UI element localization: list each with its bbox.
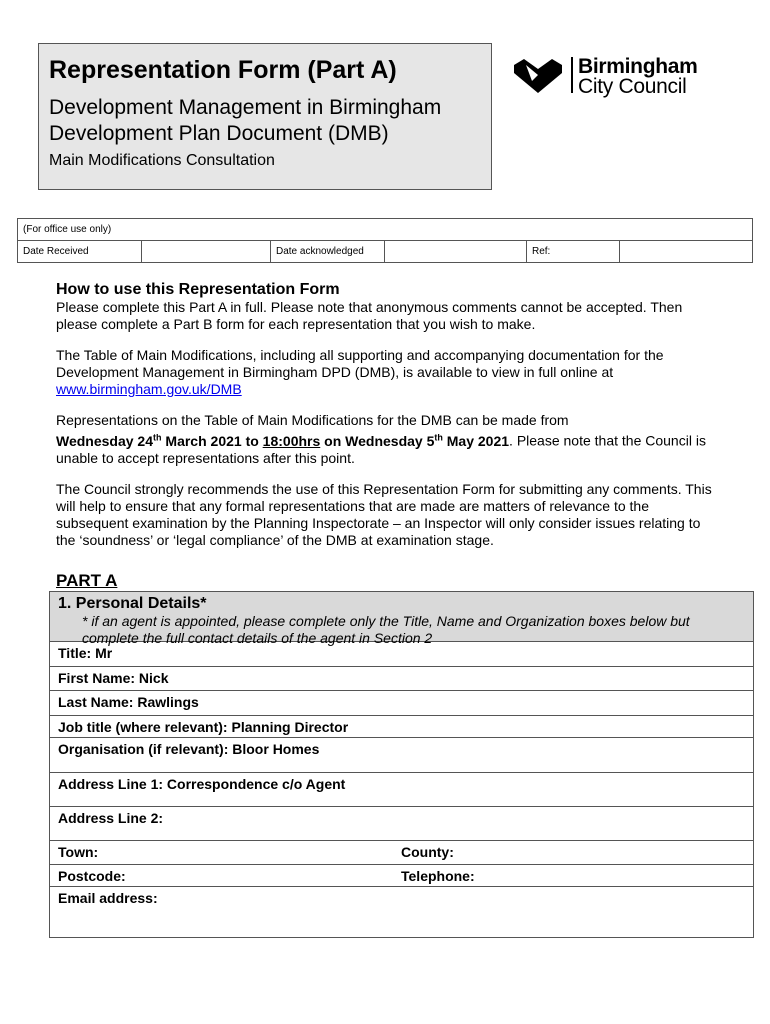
ref-field[interactable] [620,241,753,263]
consultation-dates [56,433,509,449]
job-title-field[interactable]: Job title (where relevant): Planning Director [50,716,753,738]
form-title: Representation Form (Part A) [49,56,397,84]
date-mid-text: March 2021 to [161,432,263,449]
end-date-suffix: th [434,432,443,442]
paragraph-2-text: The Table of Main Modifications, including all supporting and accompanying documentation for the Development Management in Birmingham DPD (DMB), is available to view in full online at [56,347,664,380]
first-name-field[interactable]: First Name: Nick [50,667,753,691]
instructions-paragraph-1: Please complete this Part A in full. Please note that anonymous comments cannot be accepted. Then please complete a Part B form for each representation that you wish to make. [56,299,683,332]
personal-details-title: 1. Personal Details* [58,595,207,612]
date-acknowledged-field[interactable] [385,241,527,263]
date-received-label: Date Received [18,241,142,263]
town-field[interactable]: Town: [58,844,99,860]
instructions-paragraph-4: The Council strongly recommends the use of this Representation Form for submitting any comments. This will help to ensure that any formal representations that are made are matters of relevance to the subsequent examination by the Planning Inspectorate – an Inspector will only consider issues relating to the ‘soundness’ or ‘legal compliance’ of the DMB at examination stage. [56,480,712,548]
address-line-1-field[interactable]: Address Line 1: Correspondence c/o Agent [50,773,753,807]
ref-label: Ref: [527,241,620,263]
agent-note: * if an agent is appointed, please complete only the Title, Name and Organization boxes below but complete the full contact details of the agent in Section 2 [82,613,690,646]
logo-divider [571,57,573,93]
email-field[interactable]: Email address: [58,890,158,906]
date-received-field[interactable] [142,241,271,263]
end-date-year: May 2021 [442,432,510,449]
personal-details-header [50,592,753,646]
telephone-field[interactable]: Telephone: [401,868,475,884]
subtitle-line-1: Development Management in Birmingham [49,96,442,119]
form-title-box [38,43,492,190]
start-date: Wednesday 24 [56,432,154,449]
paragraph-3-end: . Please note that the Council is unable to accept representations after this point. [56,432,706,466]
postcode-field[interactable]: Postcode: [58,868,126,884]
logo-line-2: City Council [578,75,687,98]
office-use-table [17,218,753,263]
heart-logo-icon [512,57,564,95]
last-name-field[interactable]: Last Name: Rawlings [50,691,753,716]
town-county-row [50,841,753,865]
instructions [56,280,716,563]
subtitle-line-2: Development Plan Document (DMB) [49,122,389,145]
end-date: on Wednesday 5 [320,432,435,449]
council-logo [512,55,712,100]
personal-details-table [49,591,754,938]
county-field[interactable]: County: [401,844,454,860]
consultation-name: Main Modifications Consultation [49,152,275,169]
dmb-link[interactable]: www.birmingham.gov.uk/DMB [56,381,242,397]
deadline-time: 18:00hrs [262,432,321,449]
instructions-paragraph-3 [56,412,716,467]
start-date-suffix: th [153,432,162,442]
postcode-telephone-row [50,865,753,887]
logo-line-1: Birmingham [578,55,698,78]
office-use-caption: (For office use only) [18,219,753,241]
date-acknowledged-label: Date acknowledged [271,241,385,263]
paragraph-3-text: Representations on the Table of Main Modifications for the DMB can be made from [56,412,569,428]
address-line-2-field[interactable]: Address Line 2: [50,807,753,841]
instructions-paragraph-2 [56,347,716,398]
title-field[interactable]: Title: Mr [50,642,753,667]
organisation-field[interactable]: Organisation (if relevant): Bloor Homes [50,738,753,773]
instructions-heading: How to use this Representation Form [56,281,340,298]
part-a-label: PART A [56,571,118,590]
form-subtitle [49,95,441,147]
